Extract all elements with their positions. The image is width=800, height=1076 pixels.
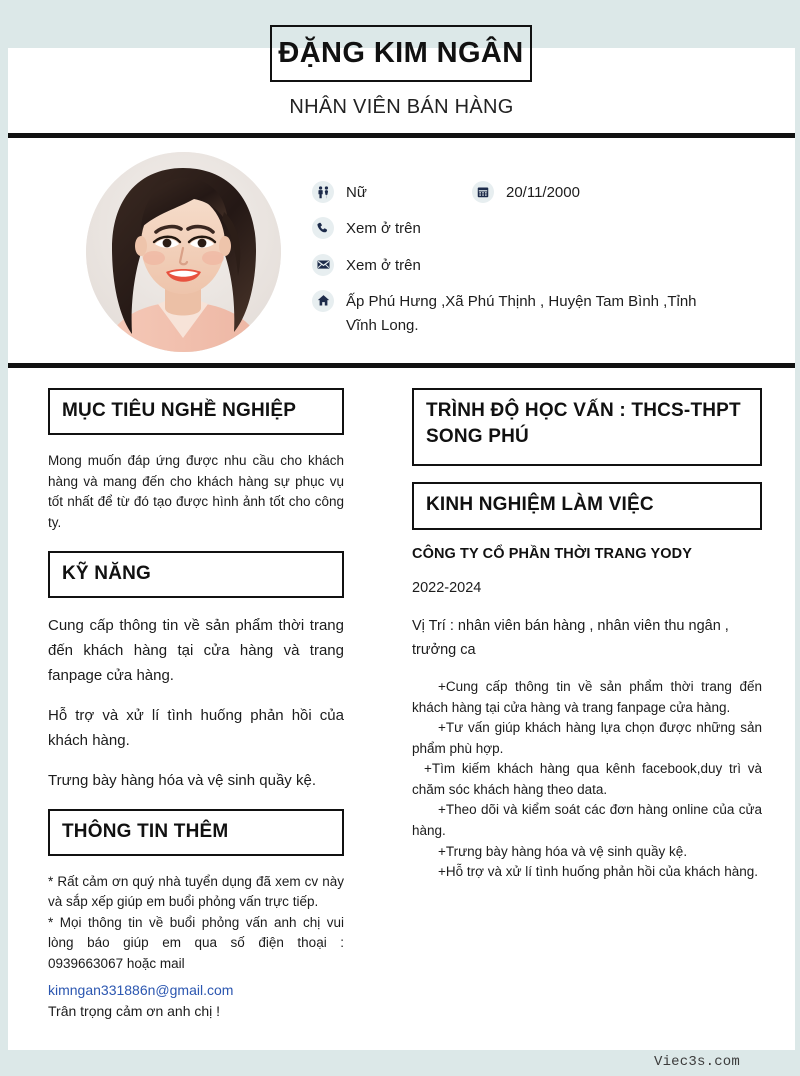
gender-value: Nữ [346, 184, 367, 201]
contact-gender [312, 180, 472, 205]
skill-item: Trưng bày hàng hóa và vệ sinh quầy kệ. [48, 771, 316, 789]
objective-title: MỤC TIÊU NGHỀ NGHIỆP [62, 400, 297, 421]
extra-title: THÔNG TIN THÊM [62, 820, 229, 842]
section-skills-header [48, 551, 344, 598]
contact-dob [472, 180, 580, 205]
contact-list [312, 180, 782, 349]
objective-body: Mong muốn đáp ứng được nhu cầu cho khách hàng và mang đến cho khách hàng sự phục vụ tốt nhất để từ đó tạo được hình ảnh tốt cho công ty. [48, 453, 344, 530]
left-column [48, 388, 344, 1022]
position-title: Vị Trí : nhân viên bán hàng , nhân viên thu ngân , trưởng ca [412, 617, 729, 659]
contact-row-phone [312, 216, 782, 241]
extra-body-1: * Rất cảm ơn quý nhà tuyển dụng đã xem cv này và sắp xếp giúp em buổi phỏng vấn trực tiếp. [48, 873, 344, 910]
section-education-header [412, 388, 762, 466]
duty-item: +Trưng bày hàng hóa và vệ sinh quầy kệ. [438, 843, 688, 859]
right-column [412, 388, 762, 883]
calendar-icon [472, 181, 494, 203]
cv-page [8, 0, 795, 1076]
duty-list [412, 677, 762, 882]
section-experience-header [412, 482, 762, 529]
candidate-name-box [270, 25, 532, 82]
skills-title: KỸ NĂNG [62, 563, 152, 585]
home-icon [312, 290, 334, 312]
contact-row-address [312, 289, 782, 339]
education-title: TRÌNH ĐỘ HỌC VẤN : THCS-THPT SONG PHÚ [426, 400, 741, 448]
duty-item: +Hỗ trợ và xử lí tình huống phản hồi của khách hàng. [438, 864, 758, 880]
duty-item: +Cung cấp thông tin về sản phẩm thời trang đến khách hàng tại cửa hàng và trang fanpage cửa hàng. [412, 679, 762, 715]
contact-row-email [312, 253, 782, 278]
footer-banner [8, 1050, 795, 1076]
gender-icon [312, 181, 334, 203]
experience-title: KINH NGHIỆM LÀM VIỆC [426, 494, 654, 516]
envelope-icon [312, 254, 334, 276]
contact-email-link[interactable]: kimngan331886n@gmail.com [48, 982, 234, 999]
site-watermark: Viec3s.com [653, 1054, 740, 1070]
contact-row-gender-dob [312, 180, 782, 205]
address-value: Ấp Phú Hưng ,Xã Phú Thịnh , Huyện Tam Bình ,Tỉnh Vĩnh Long. [346, 292, 697, 335]
skill-item: Hỗ trợ và xử lí tình huống phản hồi của khách hàng. [48, 706, 344, 749]
email-value: Xem ở trên [346, 256, 421, 274]
employment-period: 2022-2024 [412, 579, 482, 596]
duty-item: +Tìm kiếm khách hàng qua kênh facebook,duy trì và chăm sóc khách hàng theo data. [412, 761, 762, 797]
skill-item: Cung cấp thông tin về sản phẩm thời trang đến khách hàng tại cửa hàng và trang fanpage cửa hàng. [48, 617, 344, 684]
section-extra-header [48, 809, 344, 856]
phone-value: Xem ở trên [346, 220, 421, 238]
job-title: NHÂN VIÊN BÁN HÀNG [289, 96, 514, 118]
header-divider [8, 133, 795, 138]
closing-line: Trân trọng cảm ơn anh chị ! [48, 1003, 221, 1020]
duty-item: +Theo dõi và kiểm soát các đơn hàng online của cửa hàng. [412, 802, 762, 838]
portrait-illustration [86, 152, 281, 352]
candidate-name: ĐẶNG KIM NGÂN [278, 37, 524, 69]
section-objective-header [48, 388, 344, 435]
phone-icon [312, 217, 334, 239]
profile-photo [86, 152, 281, 352]
company-name: CÔNG TY CỔ PHẦN THỜI TRANG YODY [412, 545, 692, 562]
duty-item: +Tư vấn giúp khách hàng lựa chọn được những sản phẩm phù hợp. [412, 720, 762, 756]
extra-body-2: * Mọi thông tin về buổi phỏng vấn anh chị vui lòng báo giúp em qua số điện thoại : 0939663067 hoặc mail [48, 914, 344, 971]
dob-value: 20/11/2000 [506, 184, 580, 201]
identity-divider [8, 363, 795, 368]
